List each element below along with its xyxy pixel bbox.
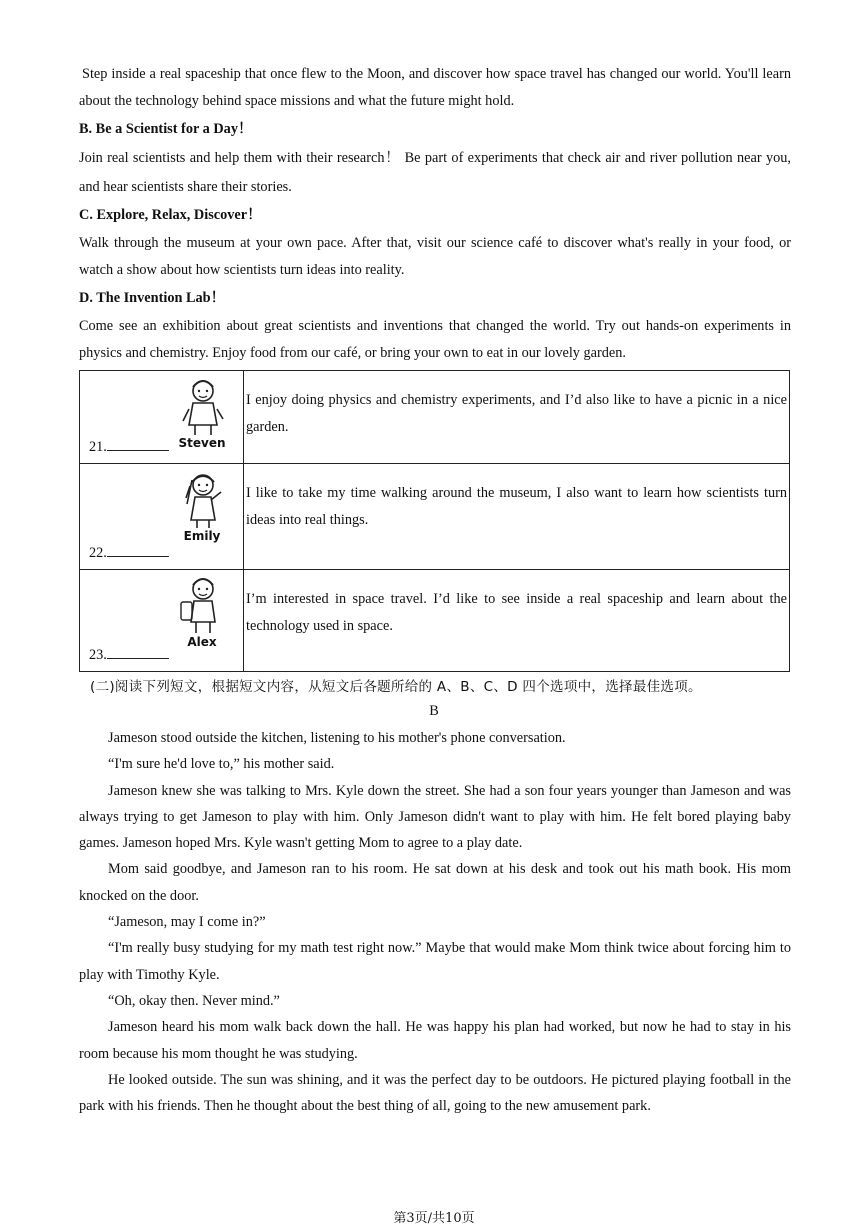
blank-line: [107, 646, 169, 659]
story-paragraph: “I'm really busy studying for my math test right now.” Maybe that would make Mom think twice about forcing him to play with Timothy Kyle.: [79, 940, 791, 983]
answer-blank[interactable]: [89, 544, 169, 562]
kid-name: Alex: [187, 635, 217, 649]
matching-table: [79, 370, 790, 672]
boy-icon: [175, 375, 229, 439]
section-c: [79, 202, 791, 284]
kid-name: Steven: [178, 436, 226, 450]
section-b-text: Join real scientists and help them with their research！ Be part of experiments that check air and river pollution near you, and hear scientists share their stories.: [79, 150, 791, 195]
table-row: [80, 464, 790, 570]
story-paragraph: Jameson heard his mom walk back down the hall. He was happy his plan had worked, but now he had to stay in his room because his mom thought he was studying.: [79, 1019, 791, 1062]
reading-instruction: (二)阅读下列短文，根据短文内容，从短文后各题所给的 A、B、C、D 四个选项中，选择最佳选项。: [90, 679, 702, 695]
table-row: [80, 371, 790, 464]
kid-statement: I like to take my time walking around the museum, I also want to learn how scientists turn ideas into real things.: [244, 464, 790, 570]
section-c-text: Walk through the museum at your own pace. After that, visit our science café to discover what's really in your food, or watch a show about how scientists turn ideas into reality.: [79, 235, 791, 278]
story-passage: [79, 725, 791, 1119]
blank-line: [107, 438, 169, 451]
kid-name: Emily: [183, 529, 221, 543]
kid-statement: I enjoy doing physics and chemistry experiments, and I’d also like to have a picnic in a nice garden.: [244, 371, 790, 464]
story-paragraph: “Oh, okay then. Never mind.”: [108, 992, 280, 1009]
question-cell: [80, 570, 244, 672]
question-number: 21.: [89, 439, 107, 455]
story-paragraph: “Jameson, may I come in?”: [108, 914, 266, 931]
section-d-heading: D. The Invention Lab！: [79, 290, 225, 306]
boy-backpack-icon: [175, 574, 229, 638]
story-paragraph: He looked outside. The sun was shining, and it was the perfect day to be outdoors. He pictured playing football in the park with his friends. Then he thought about the best thing of all, going to the new amusement park.: [79, 1071, 791, 1115]
intro-text: Step inside a real spaceship that once flew to the Moon, and discover how space travel has changed our world. You'll learn about the technology behind space missions and what the future might hold.: [79, 66, 791, 109]
question-cell: [80, 371, 244, 464]
table-row: [80, 570, 790, 672]
section-c-heading: C. Explore, Relax, Discover！: [79, 207, 262, 223]
steven-avatar: [175, 375, 229, 455]
section-b-heading: B. Be a Scientist for a Day！: [79, 121, 253, 137]
story-paragraph: Jameson knew she was talking to Mrs. Kyle down the street. She had a son four years younger than Jameson and was always trying to get Jameson to play with him. Only Jameson didn't want to play with him. He felt bored playing baby games. Jameson hoped Mrs. Kyle wasn't getting Mom to agree to a play date.: [79, 782, 791, 852]
story-paragraph: Jameson stood outside the kitchen, listening to his mother's phone conversation.: [108, 730, 566, 746]
page-footer: 第3页/共10页: [393, 1211, 475, 1226]
section-d: [79, 285, 791, 367]
kid-statement: I’m interested in space travel. I’d like to see inside a real spaceship and learn about the technology used in space.: [244, 570, 790, 672]
story-paragraph: Mom said goodbye, and Jameson ran to his room. He sat down at his desk and took out his math book. His mom knocked on the door.: [79, 861, 791, 904]
answer-blank[interactable]: [89, 646, 169, 664]
section-d-text: Come see an exhibition about great scientists and inventions that changed the world. Try out hands-on experiments in physics and chemistry. Enjoy food from our café, or bring your own to eat in our lovely garden.: [79, 318, 791, 361]
question-number: 23.: [89, 647, 107, 663]
section-b: [79, 116, 791, 202]
answer-blank[interactable]: [89, 438, 169, 456]
story-paragraph: “I'm sure he'd love to,” his mother said.: [108, 756, 335, 773]
intro-paragraph: [79, 61, 791, 115]
emily-avatar: [175, 468, 229, 548]
blank-line: [107, 544, 169, 557]
question-number: 22.: [89, 545, 107, 561]
alex-avatar: [175, 574, 229, 654]
passage-letter: B: [429, 703, 439, 719]
girl-icon: [175, 468, 229, 532]
question-cell: [80, 464, 244, 570]
